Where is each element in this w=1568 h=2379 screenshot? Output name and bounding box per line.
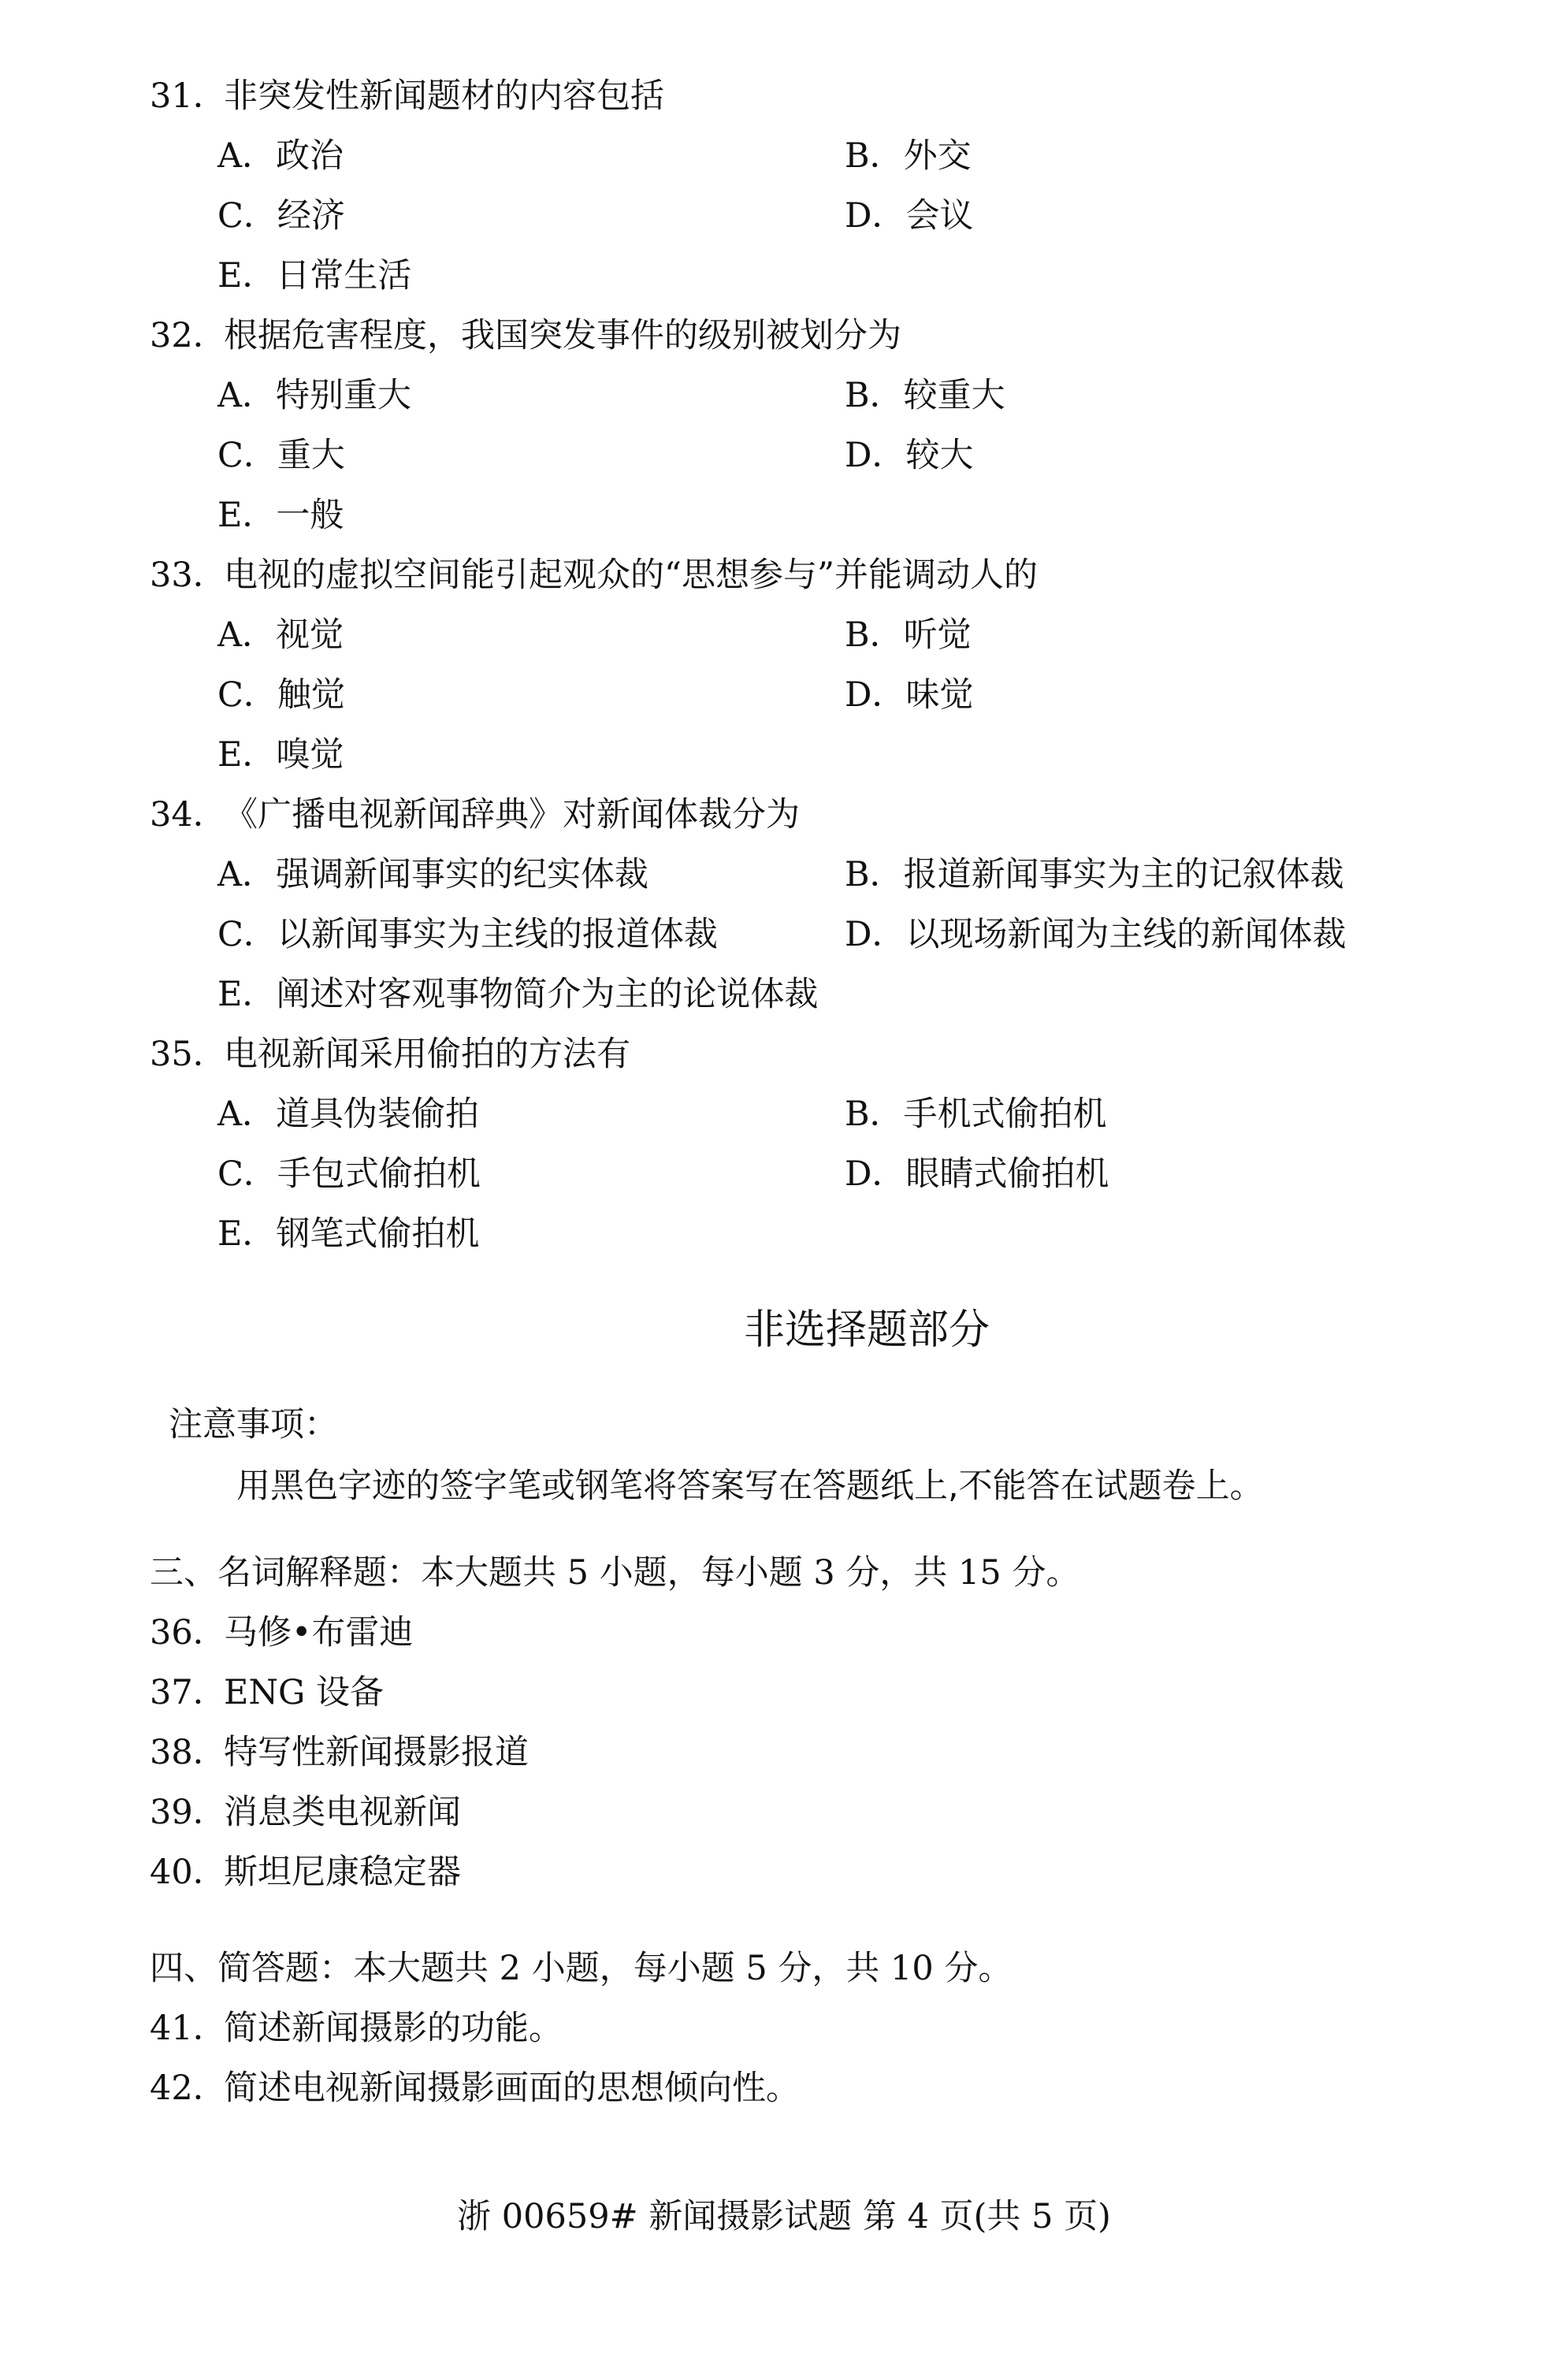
option-a: A．政治 [217,136,344,176]
option-e: E．嗅觉 [217,735,344,775]
option-d: D．味觉 [845,675,974,715]
option-e: E．日常生活 [217,256,412,296]
option-a: A．视觉 [217,615,344,655]
question-number: 32． [150,316,227,355]
option-c: C．重大 [217,436,345,475]
question-number: 42． [150,2069,227,2108]
option-c: C．手包式偷拍机 [217,1154,481,1194]
question-36 [150,1611,413,1655]
question-number: 31． [150,76,227,116]
option-d: D．较大 [845,436,974,475]
question-number: 37． [150,1673,227,1712]
question-40 [150,1850,461,1894]
option-a: A．特别重大 [217,376,412,415]
question-number: 36． [150,1613,227,1652]
question-text: 消息类电视新闻 [224,1793,461,1832]
question-number: 38． [150,1733,227,1772]
question-34 [150,793,800,837]
option-b: B．报道新闻事实为主的记叙体裁 [845,855,1344,894]
option-c: C．以新闻事实为主线的报道体裁 [217,915,718,954]
section-3-heading: 三、名词解释题：本大题共 5 小题，每小题 3 分，共 15 分。 [150,1553,1080,1593]
option-e: E．钢笔式偷拍机 [217,1214,480,1254]
option-a: A．道具伪装偷拍 [217,1095,480,1134]
option-e: E．阐述对客观事物简介为主的论说体裁 [217,975,819,1014]
option-a: A．强调新闻事实的纪实体裁 [217,855,649,894]
option-d: D．会议 [845,196,974,236]
question-37 [150,1671,384,1715]
option-d: D．眼睛式偷拍机 [845,1154,1109,1194]
question-text: 根据危害程度，我国突发事件的级别被划分为 [224,316,901,355]
question-42 [150,2066,800,2110]
question-text: 斯坦尼康稳定器 [224,1853,461,1892]
question-number: 41． [150,2009,227,2048]
page-footer: 浙 00659# 新闻摄影试题 第 4 页(共 5 页) [457,2197,1111,2236]
question-text: 非突发性新闻题材的内容包括 [224,76,664,116]
question-39 [150,1790,461,1834]
option-b: B．手机式偷拍机 [845,1095,1107,1134]
question-32 [150,314,901,358]
question-35 [150,1032,630,1076]
question-text: 简述电视新闻摄影画面的思想倾向性。 [224,2069,800,2108]
question-33 [150,553,1038,597]
question-text: 特写性新闻摄影报道 [224,1733,529,1772]
option-b: B．外交 [845,136,972,176]
question-number: 40． [150,1853,227,1892]
question-number: 39． [150,1793,227,1832]
question-text: 《广播电视新闻辞典》对新闻体裁分为 [224,795,800,835]
option-c: C．触觉 [217,675,345,715]
option-c: C．经济 [217,196,345,236]
question-text: 电视新闻采用偷拍的方法有 [224,1035,630,1074]
notice-body: 用黑色字迹的签字笔或钢笔将答案写在答题纸上,不能答在试题卷上。 [236,1466,1264,1506]
question-number: 35． [150,1035,227,1074]
question-41 [150,2006,563,2050]
question-text: 电视的虚拟空间能引起观众的“思想参与”并能调动人的 [224,556,1038,595]
option-b: B．听觉 [845,615,972,655]
option-d: D．以现场新闻为主线的新闻体裁 [845,915,1347,954]
section-title: 非选择题部分 [743,1307,990,1354]
notice-heading: 注意事项： [169,1405,338,1444]
question-text: ENG 设备 [224,1673,385,1712]
section-4-heading: 四、简答题：本大题共 2 小题，每小题 5 分，共 10 分。 [150,1949,1013,1988]
question-text: 简述新闻摄影的功能。 [224,2009,563,2048]
question-38 [150,1730,529,1775]
question-text: 马修•布雷迪 [224,1613,414,1652]
question-number: 34． [150,795,227,835]
question-number: 33． [150,556,227,595]
option-b: B．较重大 [845,376,1005,415]
question-31 [150,74,664,118]
option-e: E．一般 [217,496,344,535]
